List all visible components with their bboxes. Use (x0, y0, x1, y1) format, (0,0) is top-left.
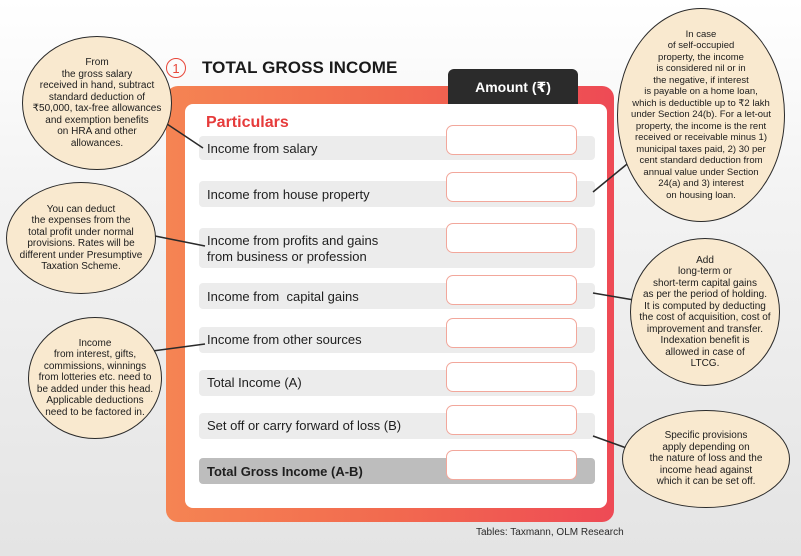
section-number-badge: 1 (166, 58, 186, 78)
callout-business-text: You can deduct the expenses from the total profit under normal provisions. Rates will be different under Presumptive Taxation Scheme. (19, 203, 143, 272)
row-label: Income from house property (207, 187, 370, 202)
particulars-header: Particulars (206, 114, 289, 131)
callout-set-off-text: Specific provisions apply depending on the nature of loss and the income head against which it can be set off. (649, 430, 763, 488)
row-label: Income from salary (207, 141, 318, 156)
row-label: Income from profits and gains from business or profession (207, 233, 379, 264)
row-label: Total Gross Income (A-B) (207, 464, 363, 479)
leader-capital-gains (593, 293, 634, 300)
row-label: Set off or carry forward of loss (B) (207, 418, 402, 433)
row-label: Total Income (A) (207, 375, 302, 390)
row-label: Income from other sources (207, 332, 362, 347)
callout-salary (22, 36, 172, 170)
callout-other-sources (28, 317, 162, 439)
page-title: TOTAL GROSS INCOME (202, 58, 398, 77)
callout-business (6, 182, 156, 294)
callout-house-property (617, 8, 785, 222)
callout-set-off (622, 410, 790, 508)
callout-salary-text: From the gross salary received in hand, subtract standard deduction of ₹50,000, tax-free allowances and exemption benefits on HRA and other allowances. (32, 57, 162, 149)
callout-capital-gains (630, 238, 780, 386)
source-credit: Tables: Taxmann, OLM Research (476, 527, 624, 538)
row-label: Income from capital gains (207, 289, 359, 304)
amount-column-header: Amount (₹) (448, 69, 578, 105)
callout-capital-gains-text: Add long-term or short-term capital gains as per the period of holding. It is computed by deducting the cost of acquisition, cost of improvement and transfer. Indexation benefit is allowed in case of LTCG. (639, 254, 771, 369)
callout-other-sources-text: Income from interest, gifts, commissions, winnings from lotteries etc. need to be added under this head. Applicable deductions need to be factored in. (36, 337, 154, 418)
callout-house-property-text: In case of self-occupied property, the income is considered nil or in the negative, if interest is payable on a home loan, which is deductible up to ₹2 lakh under Section 24(b). For a let-out property, the income is the rent received or receivable minus 1) municipal taxes paid, 2) 30 per cent standard deduction from annual value under Section 24(a) and 3) interest on housing loan. (631, 28, 771, 201)
